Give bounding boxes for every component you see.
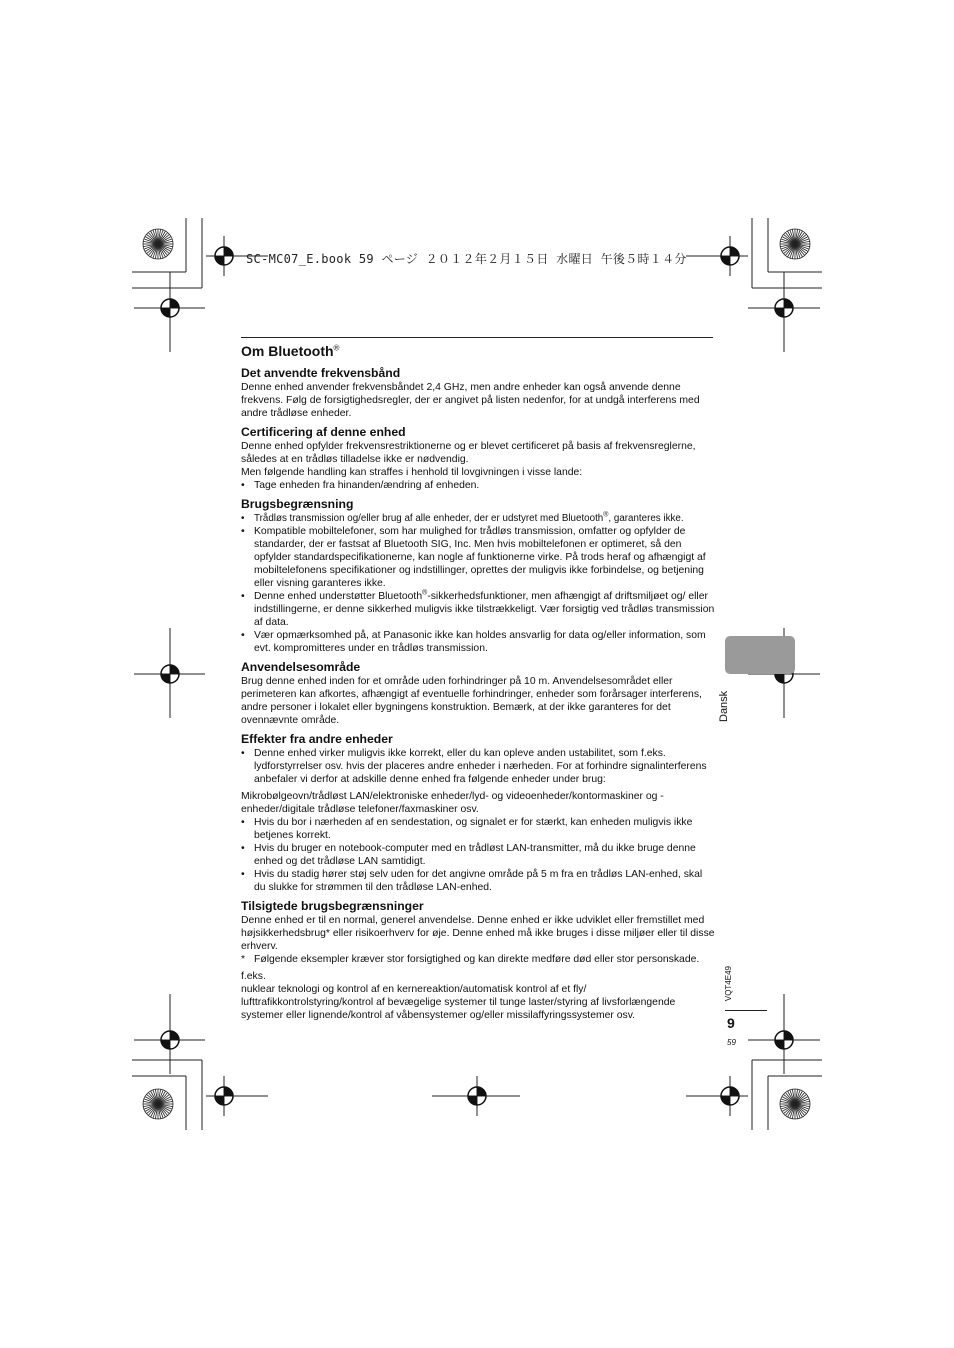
certification-body-1: Denne enhed opfylder frekvensrestriktionerne og er blevet certificeret på basis af frekvensreglerne, således at en trådløs tilladelse ikke er nødvendig.	[241, 441, 696, 465]
interference-list-1	[241, 747, 715, 786]
title-rule	[241, 337, 713, 338]
interference-device-list: Mikrobølgeovn/trådløst LAN/elektroniske enheder/lyd- og videoenheder/kontormaskiner og -enheder/digitale trådløse telefoner/faxmaskiner osv.	[241, 791, 664, 815]
list-item: • Hvis du bruger en notebook-computer med en trådløst LAN-transmitter, må du ikke bruge denne enhed og det trådløse LAN samtidigt.	[241, 842, 715, 868]
page-title: Om Bluetooth®	[241, 343, 340, 359]
certification-list	[241, 479, 715, 492]
list-item: • Hvis du bor i nærheden af en sendestation, og signalet er for stærkt, kan enheden muligvis ikke betjenes korrekt.	[241, 816, 715, 842]
example-label: f.eks.	[241, 971, 266, 982]
section-heading-intended-use: Tilsigtede brugsbegrænsninger	[241, 899, 424, 913]
section-heading-interference: Effekter fra andre enheder	[241, 732, 393, 746]
language-tab	[725, 636, 795, 674]
page-number: 9	[727, 1015, 735, 1031]
frequency-body: Denne enhed anvender frekvensbåndet 2,4 GHz, men andre enheder kan også anvende denne frekvens. Følg de forsigtighedsregler, der er angivet på listen nedenfor, for at undgå interferens med andre trådløse enheder.	[241, 382, 700, 419]
interference-list-2	[241, 816, 715, 894]
list-item: • Hvis du stadig hører støj selv uden for det angivne område på 5 m fra en trådløs LAN-enhed, skal du slukke for strømmen til den trådløse LAN-enhed.	[241, 868, 715, 894]
range-body: Brug denne enhed inden for et område uden forhindringer på 10 m. Anvendelsesområdet eller perimeteren kan afkortes, afhængigt af eventuelle forhindringer, enheder som forårsager interferens, andre personer i lokalet eller bygningens konstruktion. Bemærk, at der ikke garanteres for det ovennævnte område.	[241, 676, 702, 726]
document-code: VQT4E49	[724, 966, 733, 1002]
language-label: Dansk	[718, 690, 730, 722]
page-content	[241, 342, 715, 1022]
book-page-number: 59	[727, 1038, 736, 1047]
section-heading-certification: Certificering af denne enhed	[241, 425, 406, 439]
footnote: * Følgende eksempler kræver stor forsigtighed og kan direkte medføre død eller stor personskade.	[241, 954, 700, 965]
list-item: • Denne enhed understøtter Bluetooth®-sikkerhedsfunktioner, men afhængigt af driftsmiljøet og/ eller indstillingerne, er denne sikkerhed muligvis ikke tilstrækkeligt. Vær forsigtig ved trådløs transmission af data.	[241, 590, 715, 629]
section-heading-range: Anvendelsesområde	[241, 660, 361, 674]
list-item: • Tage enheden fra hinanden/ændring af enheden.	[241, 479, 715, 492]
list-item: • Trådløs transmission og/eller brug af alle enheder, der er udstyret med Bluetooth®, garanteres ikke.	[241, 512, 715, 525]
list-item: • Vær opmærksomhed på, at Panasonic ikke kan holdes ansvarlig for data og/eller information, som evt. kompromitteres under en trådløs transmission.	[241, 629, 715, 655]
intended-use-body: Denne enhed er til en normal, generel anvendelse. Denne enhed er ikke udviklet eller fremstillet med højsikkerhedsbrug* eller risikoerhverv for øje. Denne enhed må ikke bruges i disse miljøer eller til disse erhverv.	[241, 915, 715, 952]
page-number-rule	[725, 1010, 767, 1011]
usage-limits-list	[241, 512, 715, 655]
section-heading-frequency: Det anvendte frekvensbånd	[241, 366, 401, 380]
certification-body-2: Men følgende handling kan straffes i henhold til lovgivningen i visse lande:	[241, 467, 583, 478]
section-heading-usage-limits: Brugsbegrænsning	[241, 497, 354, 511]
list-item: • Kompatible mobiltelefoner, som har mulighed for trådløs transmission, omfatter og opfylder de standarder, der er fastsat af Bluetooth SIG, Inc. Men hvis mobiltelefonen er optimeret, så den opfylder standardspecifikationerne, kan nogle af funktionerne virke. På trods heraf og afhængigt af mobiltelefonens specifikationer og indstillinger, oprettes der muligvis ikke forbindelse, og betjening eller visning garanteres ikke.	[241, 525, 715, 590]
book-header-line: SC-MC07_E.book 59 ページ ２０１２年２月１５日 水曜日 午後５時１４分	[246, 252, 687, 266]
example-body: nuklear teknologi og kontrol af en kernereaktion/automatisk kontrol af et fly/ lufttrafikkontrolstyring/kontrol af bevægelige systemer til tunge laster/styring af livsforlængende systemer eller lignende/kontrol af våbensystemer og/eller missilaffyringssystemer osv.	[241, 984, 676, 1021]
list-item: • Denne enhed virker muligvis ikke korrekt, eller du kan opleve anden ustabilitet, som f.eks. lydforstyrrelser osv. hvis der placeres andre enheder i nærheden. For at forhindre signalinterferens anbefaler vi derfor at adskille denne enhed fra følgende enheder under brug:	[241, 747, 715, 786]
